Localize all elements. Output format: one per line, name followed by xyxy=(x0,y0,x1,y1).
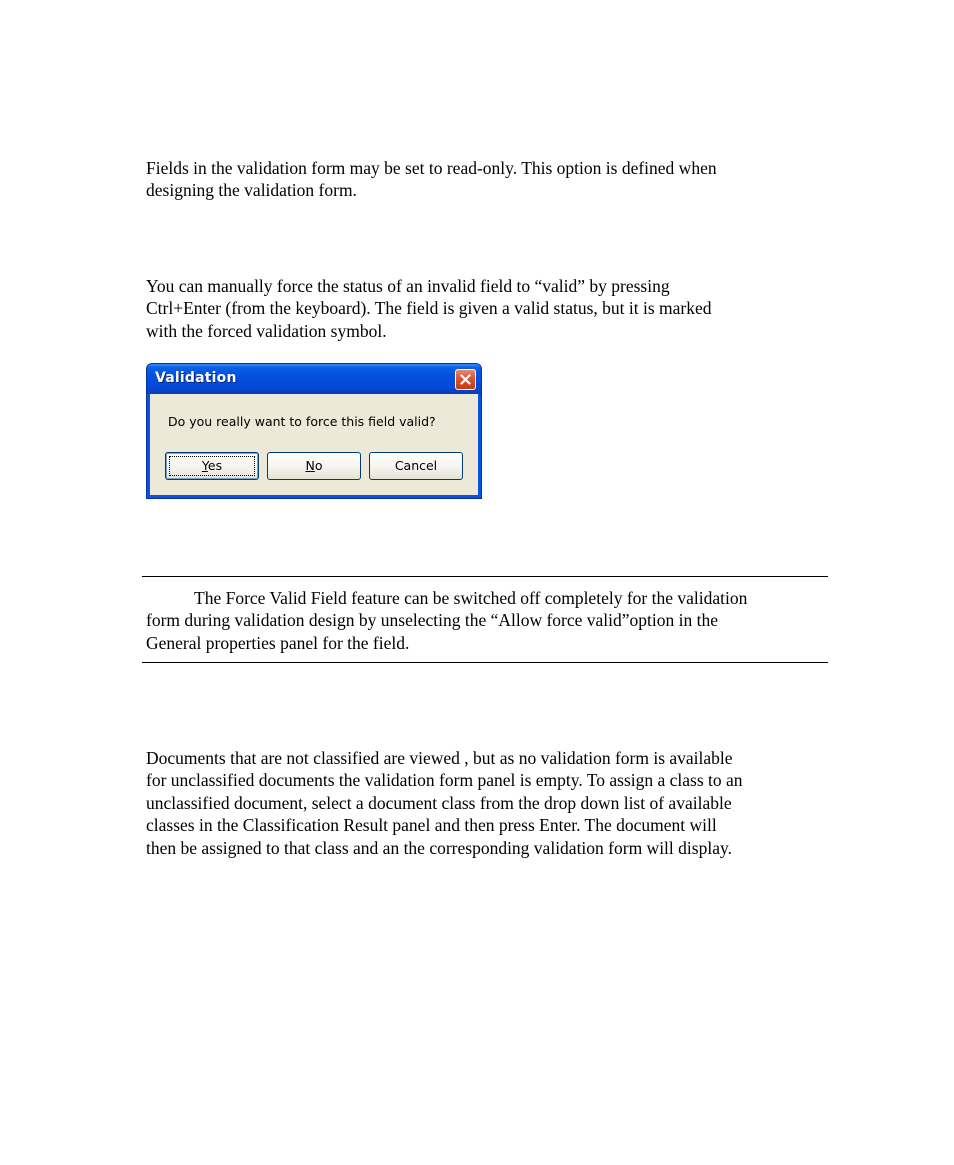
dialog-body xyxy=(150,394,478,495)
note-paragraph xyxy=(146,587,747,654)
text-line: You can manually force the status of an invalid field to “valid” by pressing xyxy=(146,276,670,296)
dialog-titlebar[interactable] xyxy=(147,364,481,394)
focus-rectangle xyxy=(169,456,255,476)
dialog-message: Do you really want to force this field valid? xyxy=(168,414,436,429)
no-label-rest: o xyxy=(314,458,323,473)
cancel-button[interactable]: Cancel xyxy=(369,452,463,480)
text-line: Documents that are not classified are viewed , but as no validation form is available xyxy=(146,748,733,768)
text-line: form during validation design by unselecting the “Allow force valid”option in the xyxy=(146,610,719,631)
text-line: Ctrl+Enter (from the keyboard). The field is given a valid status, but it is marked xyxy=(146,298,712,319)
dialog-title: Validation xyxy=(155,370,237,386)
paragraph-unclassified xyxy=(146,747,743,859)
text-line: General properties panel for the field. xyxy=(146,632,410,653)
paragraph-read-only xyxy=(146,157,717,202)
text-line: designing the validation form. xyxy=(146,180,357,201)
text-line: then be assigned to that class and an the corresponding validation form will display. xyxy=(146,837,732,858)
note-divider-bottom xyxy=(142,662,828,663)
no-button[interactable] xyxy=(267,452,361,480)
text-line: classes in the Classification Result panel and then press Enter. The document will xyxy=(146,815,717,836)
yes-button[interactable] xyxy=(165,452,259,480)
note-divider-top xyxy=(142,576,828,577)
no-mnemonic: N xyxy=(305,458,315,473)
yes-mnemonic: Y xyxy=(201,458,208,473)
text-line: with the forced validation symbol. xyxy=(146,320,387,341)
text-line: for unclassified documents the validation form panel is empty. To assign a class to an xyxy=(146,770,743,791)
text-line: unclassified document, select a document class from the drop down list of available xyxy=(146,792,732,813)
validation-dialog xyxy=(146,363,482,499)
close-x-icon xyxy=(460,374,471,385)
yes-label-rest: es xyxy=(207,458,223,473)
text-line: Fields in the validation form may be set to read-only. This option is defined when xyxy=(146,158,717,178)
paragraph-force-valid xyxy=(146,275,712,342)
close-button[interactable] xyxy=(455,369,476,390)
text-line: The Force Valid Field feature can be switched off completely for the validation xyxy=(194,588,748,608)
